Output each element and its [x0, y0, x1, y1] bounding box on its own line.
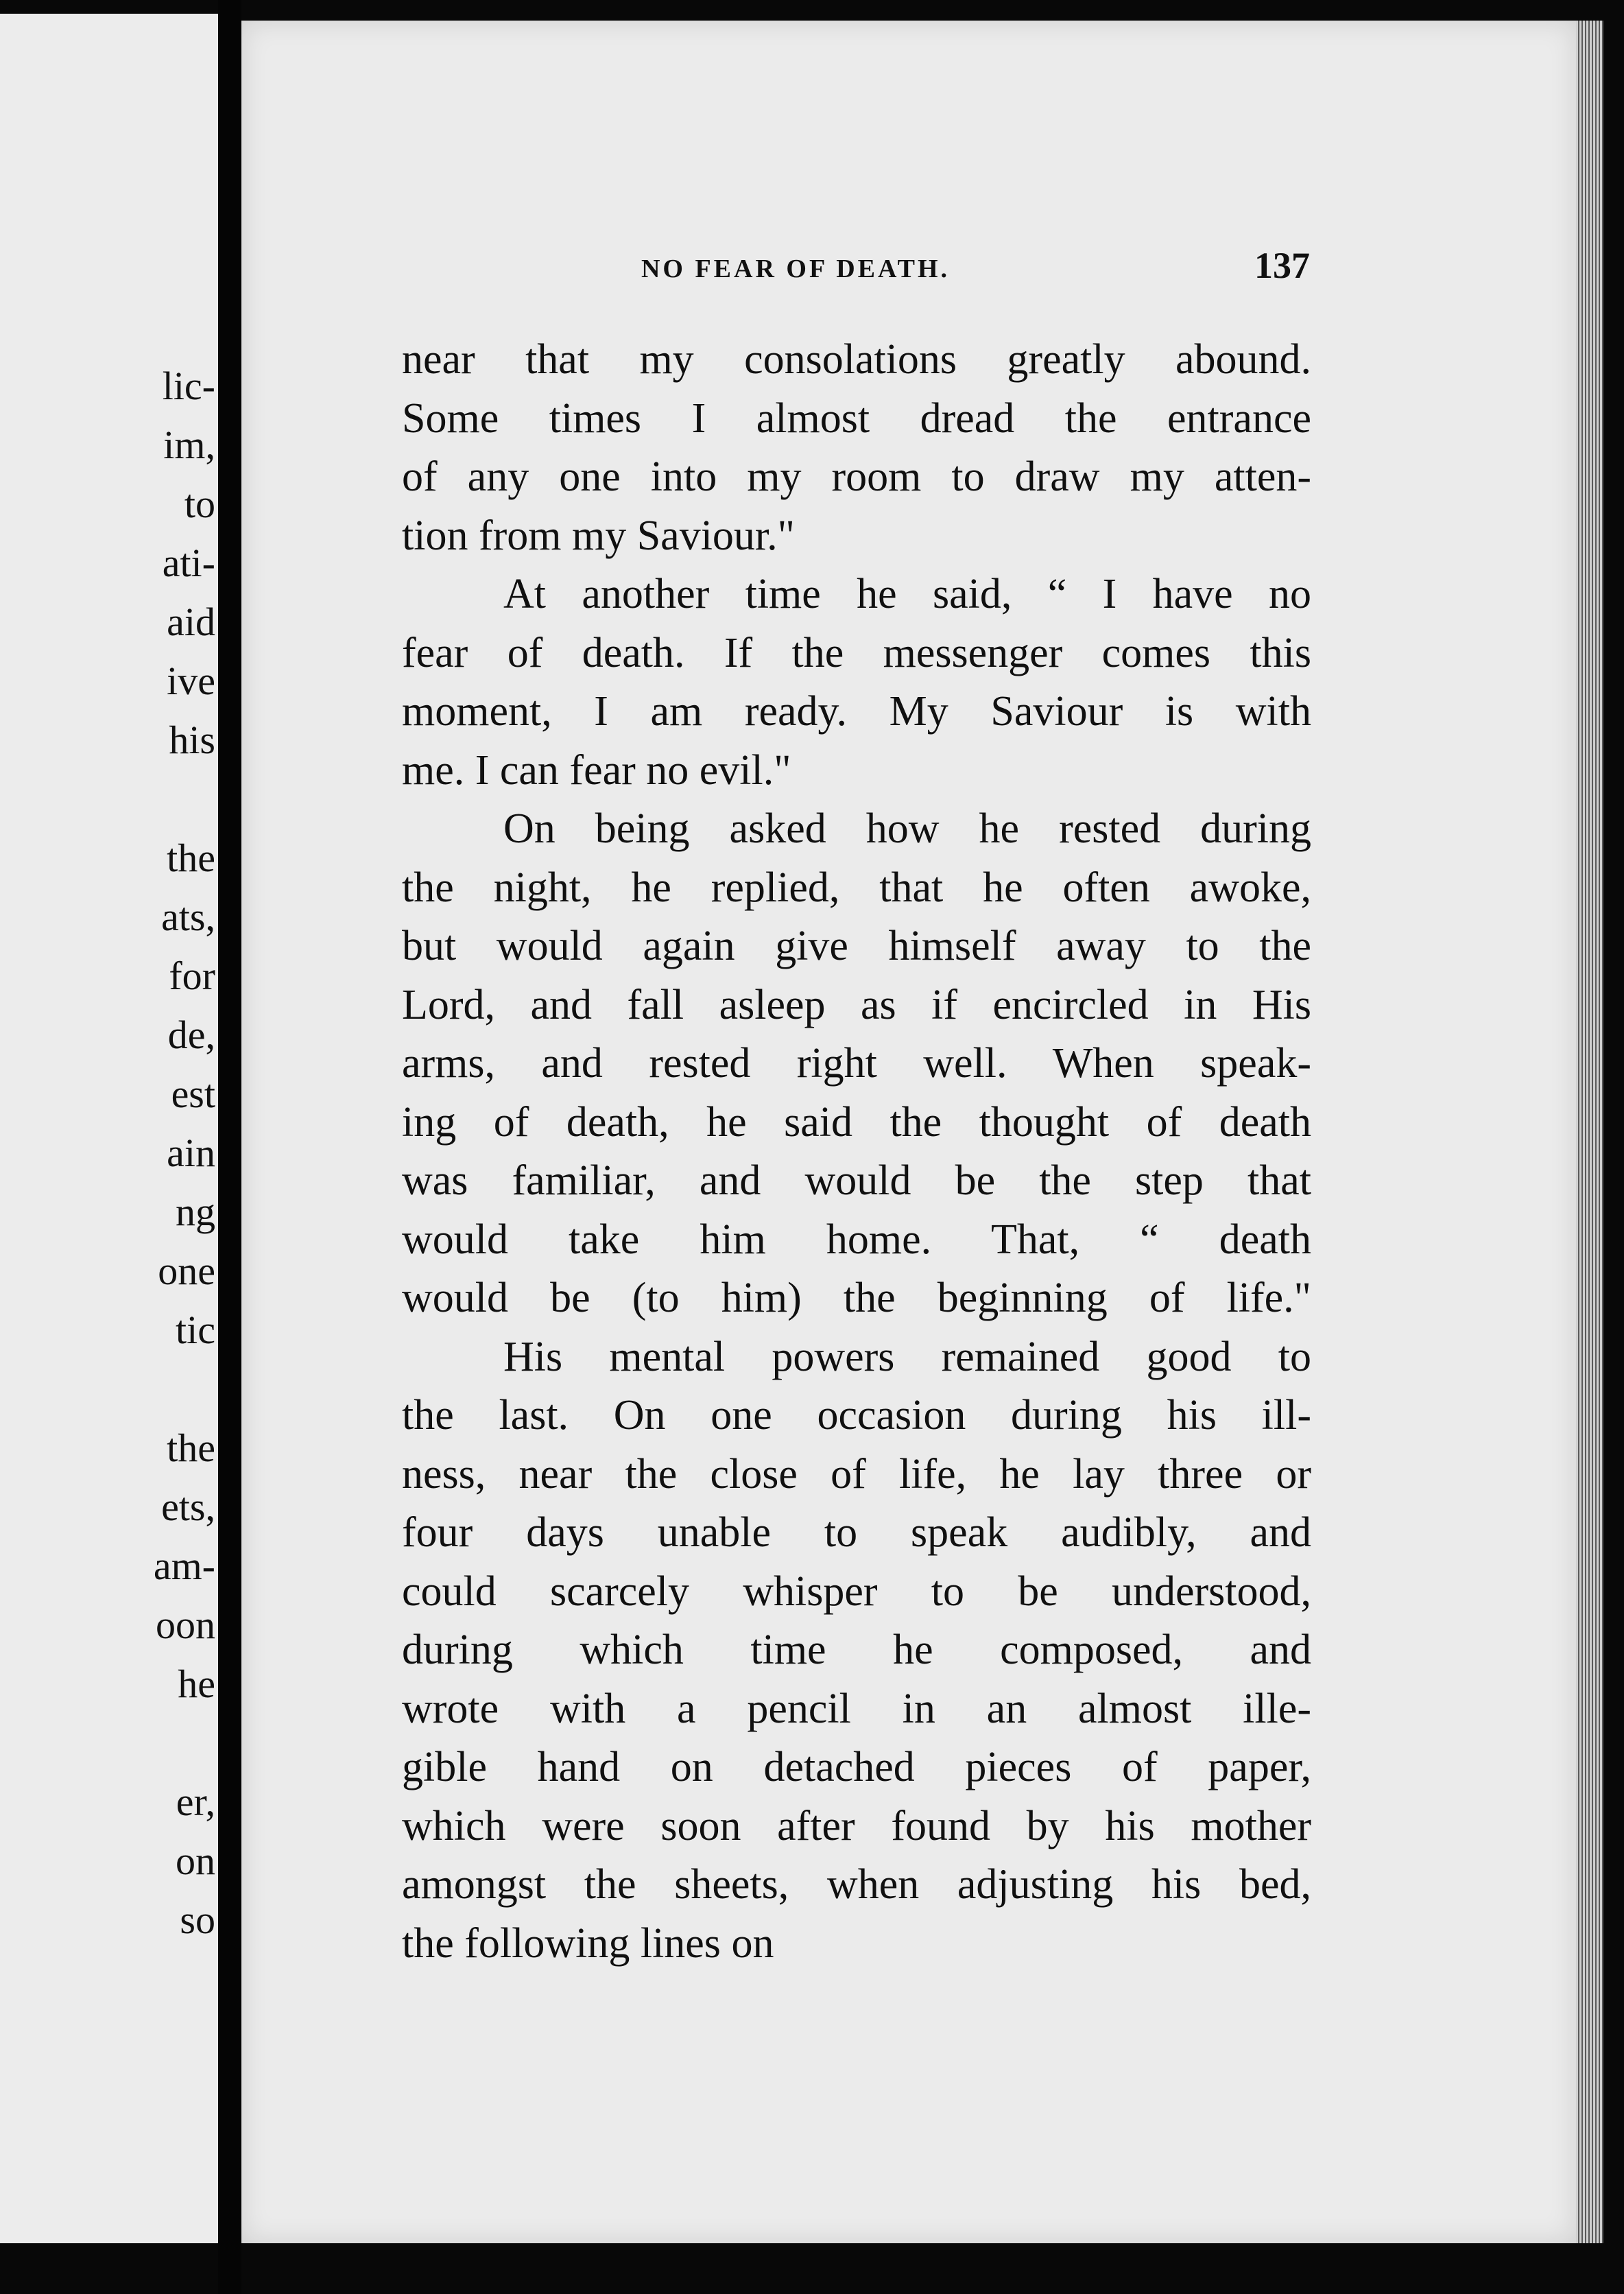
text-line: was familiar, and would be the step that — [402, 1157, 1311, 1204]
previous-page-text — [154, 357, 215, 1950]
text-line: amongst the sheets, when adjusting his bed, — [402, 1861, 1311, 1908]
text-line: but would again give himself away to the — [402, 923, 1311, 969]
text-line: Lord, and fall asleep as if encircled in His — [402, 981, 1311, 1028]
previous-page-line: ati- — [162, 541, 215, 585]
previous-page-line: er, — [176, 1779, 215, 1824]
paragraph-first-line: At another time he said, “ I have no — [503, 571, 1311, 617]
previous-page-fragment — [0, 14, 221, 2243]
text-line: wrote with a pencil in an almost ille- — [402, 1685, 1311, 1732]
previous-page-line: the — [167, 836, 215, 880]
paragraph-first-line: His mental powers remained good to — [503, 1333, 1311, 1380]
text-line: the following lines on — [402, 1919, 774, 1967]
previous-page-line: his — [169, 718, 215, 762]
text-line: the night, he replied, that he often awoke, — [402, 864, 1311, 911]
previous-page-line: aid — [167, 600, 215, 644]
text-line: which were soon after found by his mother — [402, 1802, 1311, 1849]
previous-page-line: the — [167, 1426, 215, 1470]
text-line: fear of death. If the messenger comes this — [402, 629, 1311, 676]
previous-page-line: im, — [163, 423, 215, 467]
previous-page-line: for — [169, 954, 215, 998]
previous-page-line: on — [176, 1838, 215, 1883]
text-line: could scarcely whisper to be understood, — [402, 1568, 1311, 1615]
previous-page-line: am- — [153, 1544, 215, 1588]
text-line: four days unable to speak audibly, and — [402, 1509, 1311, 1556]
previous-page-line: lic- — [162, 364, 215, 408]
text-line: of any one into my room to draw my atten- — [402, 453, 1311, 500]
previous-page-line: one — [158, 1249, 215, 1293]
previous-page-line: so — [180, 1897, 215, 1942]
running-head — [439, 239, 1310, 287]
previous-page-line: ets, — [161, 1485, 215, 1529]
text-line: me. I can fear no evil." — [402, 746, 791, 794]
text-line: gible hand on detached pieces of paper, — [402, 1744, 1311, 1790]
previous-page-line: ats, — [161, 895, 215, 939]
book-gutter — [218, 0, 241, 2294]
previous-page-line — [154, 770, 215, 829]
text-line: during which time he composed, and — [402, 1627, 1311, 1673]
previous-page-line: ain — [167, 1131, 215, 1175]
text-line: would be (to him) the beginning of life." — [402, 1275, 1311, 1321]
previous-page-line: ng — [176, 1190, 215, 1234]
previous-page-line: oon — [156, 1603, 215, 1647]
previous-page-line: est — [171, 1072, 215, 1116]
text-line: tion from my Saviour." — [402, 512, 795, 559]
previous-page-line — [154, 1714, 215, 1773]
text-line: would take him home. That, “ death — [402, 1216, 1311, 1263]
page-number: 137 — [1254, 245, 1310, 286]
running-title: NO FEAR OF DEATH. — [641, 255, 951, 283]
text-line: Some times I almost dread the entrance — [402, 394, 1311, 442]
text-line: ing of death, he said the thought of death — [402, 1098, 1311, 1146]
previous-page-line: de, — [167, 1013, 215, 1057]
text-line: moment, I am ready. My Saviour is with — [402, 688, 1311, 735]
text-line: the last. On one occasion during his ill- — [402, 1392, 1311, 1439]
text-line: ness, near the close of life, he lay three or — [402, 1450, 1311, 1498]
previous-page-line: he — [178, 1662, 215, 1706]
previous-page-line: to — [184, 482, 215, 526]
previous-page-line: tic — [176, 1308, 215, 1352]
text-line: arms, and rested right well. When speak- — [402, 1040, 1311, 1087]
page-body-text — [402, 331, 1311, 1973]
paragraph-first-line: On being asked how he rested during — [503, 805, 1311, 852]
page-edges — [1576, 21, 1603, 2243]
previous-page-line: ive — [167, 659, 215, 703]
previous-page-line — [154, 1360, 215, 1419]
text-line: near that my consolations greatly abound. — [402, 336, 1311, 383]
